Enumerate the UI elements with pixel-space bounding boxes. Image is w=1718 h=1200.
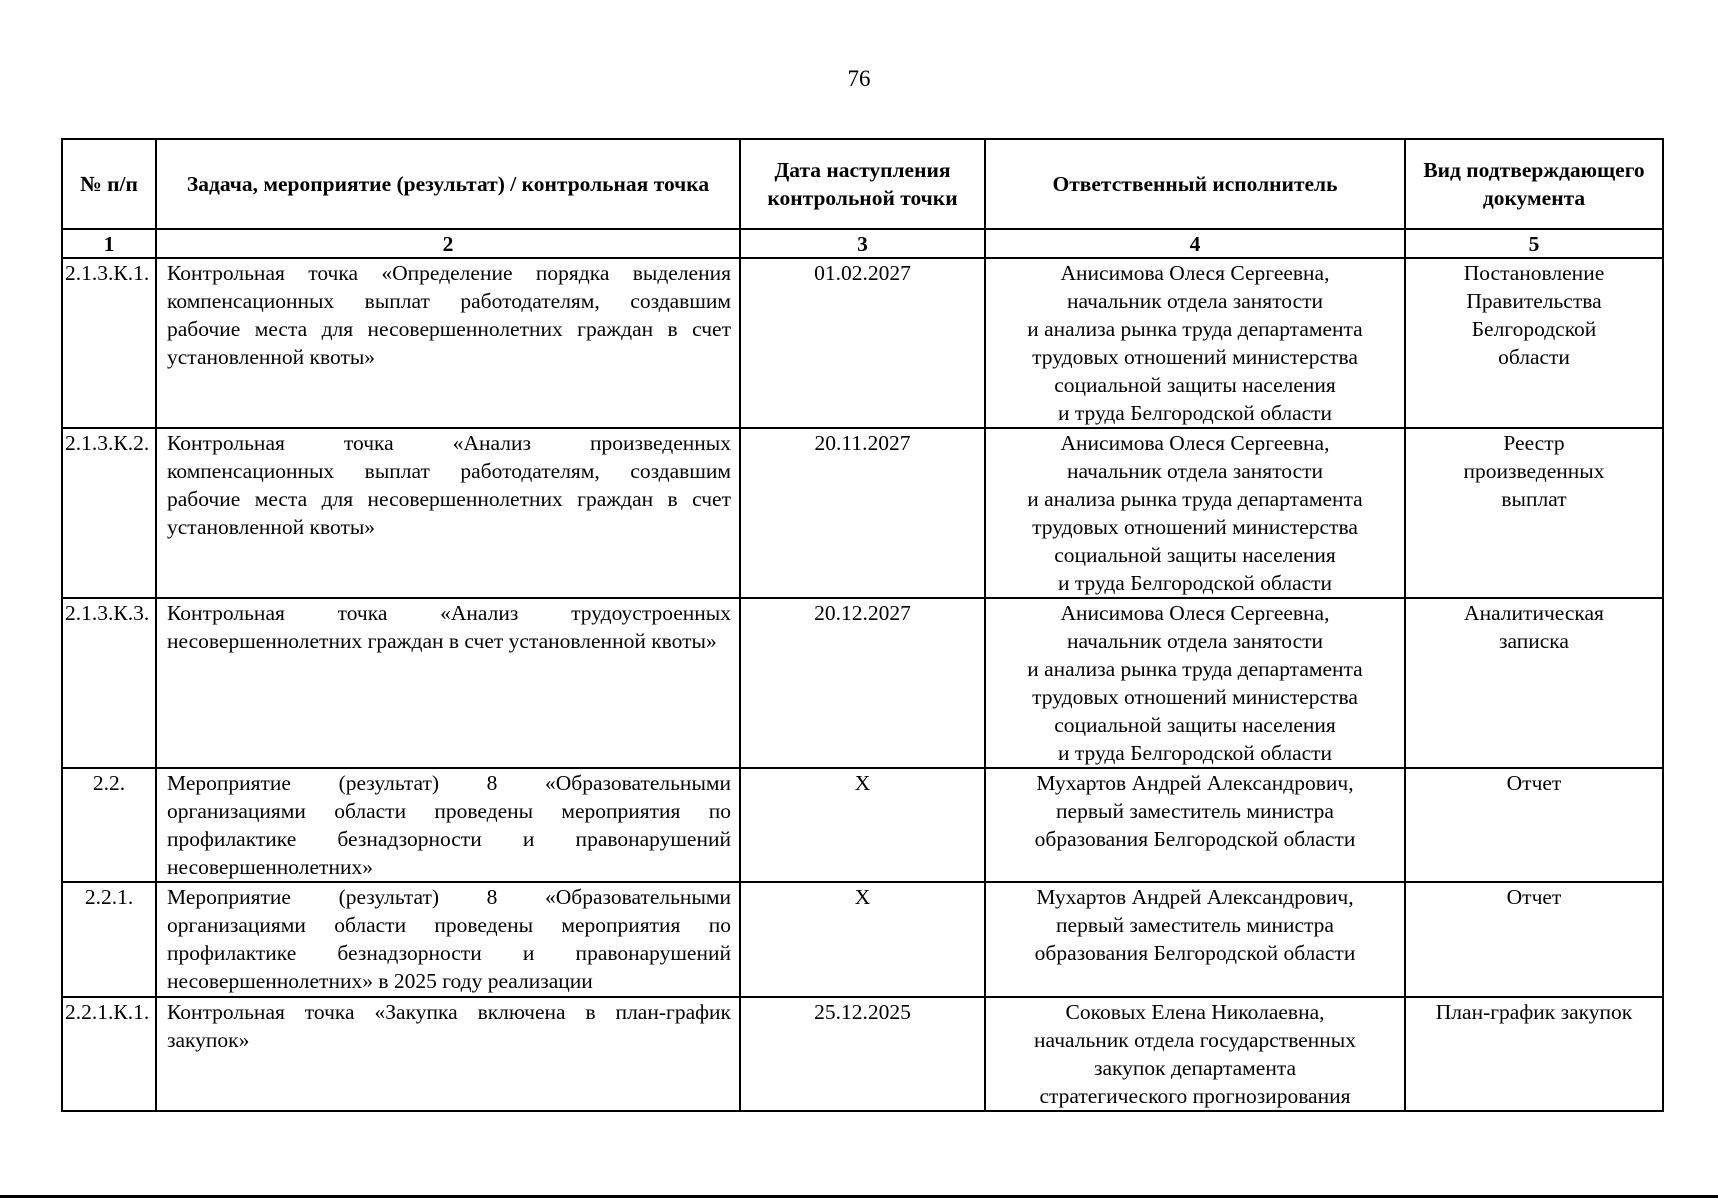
document-cell <box>1405 882 1663 997</box>
document-line: План-график закупок <box>1435 1000 1633 1024</box>
document-line: Отчет <box>1506 885 1562 909</box>
document-cell <box>1405 768 1663 882</box>
responsible-line: социальной защиты населения <box>1054 543 1336 567</box>
date-cell: 20.12.2027 <box>740 598 985 768</box>
responsible-line: и труда Белгородской области <box>1057 401 1333 425</box>
document-cell <box>1405 598 1663 768</box>
row-number: 2.2. <box>62 768 156 882</box>
document-line: записка <box>1499 629 1569 653</box>
table-row <box>62 997 1663 1111</box>
document-line: Отчет <box>1506 771 1562 795</box>
responsible-line: Анисимова Олеся Сергеевна, <box>1060 601 1330 625</box>
responsible-line: Мухартов Андрей Александрович, <box>1036 885 1354 909</box>
date-cell: 01.02.2027 <box>740 258 985 428</box>
responsible-line: трудовых отношений министерства <box>1032 345 1358 369</box>
responsible-line: начальник отдела занятости <box>1066 459 1324 483</box>
page-bottom-rule <box>0 1195 1718 1198</box>
responsible-line: закупок департамента <box>1093 1056 1297 1080</box>
page-number: 76 <box>847 66 871 91</box>
responsible-line: стратегического прогнозирования <box>1039 1084 1351 1108</box>
header-row <box>62 139 1663 229</box>
responsible-line: и анализа рынка труда департамента <box>1027 657 1363 681</box>
column-number: 4 <box>985 229 1405 258</box>
responsible-line: первый заместитель министра <box>1056 913 1334 937</box>
table-row <box>62 598 1663 768</box>
responsible-line: первый заместитель министра <box>1056 799 1334 823</box>
responsible-line: и анализа рынка труда департамента <box>1027 317 1363 341</box>
document-line: области <box>1498 345 1570 369</box>
date-cell: 25.12.2025 <box>740 997 985 1111</box>
responsible-line: Соковых Елена Николаевна, <box>1065 1000 1325 1024</box>
column-number: 1 <box>62 229 156 258</box>
date-cell: Х <box>740 882 985 997</box>
column-number: 5 <box>1405 229 1663 258</box>
responsible-line: Мухартов Андрей Александрович, <box>1036 771 1354 795</box>
document-cell <box>1405 997 1663 1111</box>
responsible-line: начальник отдела государственных <box>1034 1028 1356 1052</box>
responsible-line: и анализа рынка труда департамента <box>1027 487 1363 511</box>
task-cell: Контрольная точка «Определение порядка выделения компенсационных выплат работодателям, создавшим рабочие места для несовершеннолетних граждан в счет установленной квоты» <box>156 258 740 428</box>
responsible-cell <box>985 598 1405 768</box>
date-cell: 20.11.2027 <box>740 428 985 598</box>
table-row <box>62 258 1663 428</box>
header-responsible: Ответственный исполнитель <box>985 139 1405 229</box>
responsible-line: начальник отдела занятости <box>1066 629 1324 653</box>
document-line: Постановление <box>1463 261 1605 285</box>
document-line: выплат <box>1501 487 1567 511</box>
header-date: Дата наступления контрольной точки <box>740 139 985 229</box>
document-line: Белгородской <box>1471 317 1597 341</box>
responsible-cell <box>985 428 1405 598</box>
responsible-line: образования Белгородской области <box>1034 827 1356 851</box>
responsible-line: и труда Белгородской области <box>1057 741 1333 765</box>
responsible-cell <box>985 258 1405 428</box>
row-number: 2.1.3.К.3. <box>62 598 156 768</box>
table-row <box>62 428 1663 598</box>
document-line: Правительства <box>1466 289 1602 313</box>
responsible-line: Анисимова Олеся Сергеевна, <box>1060 261 1330 285</box>
document-cell <box>1405 428 1663 598</box>
responsible-line: трудовых отношений министерства <box>1032 685 1358 709</box>
responsible-line: социальной защиты населения <box>1054 373 1336 397</box>
document-cell <box>1405 258 1663 428</box>
header-document: Вид подтверждающего документа <box>1405 139 1663 229</box>
responsible-line: социальной защиты населения <box>1054 713 1336 737</box>
header-task: Задача, мероприятие (результат) / контрольная точка <box>156 139 740 229</box>
row-number: 2.1.3.К.1. <box>62 258 156 428</box>
task-cell: Мероприятие (результат) 8 «Образовательными организациями области проведены мероприятия по профилактике безнадзорности и правонарушений несовершеннолетних» в 2025 году реализации <box>156 882 740 997</box>
header-number: № п/п <box>62 139 156 229</box>
row-number: 2.1.3.К.2. <box>62 428 156 598</box>
responsible-cell <box>985 768 1405 882</box>
document-line: Реестр <box>1503 431 1565 455</box>
table-row <box>62 768 1663 882</box>
control-points-table <box>61 138 1664 1112</box>
column-number-row <box>62 229 1663 258</box>
task-cell: Контрольная точка «Анализ произведенных компенсационных выплат работодателям, создавшим рабочие места для несовершеннолетних граждан в счет установленной квоты» <box>156 428 740 598</box>
date-cell: Х <box>740 768 985 882</box>
row-number: 2.2.1.К.1. <box>62 997 156 1111</box>
responsible-cell <box>985 997 1405 1111</box>
responsible-line: трудовых отношений министерства <box>1032 515 1358 539</box>
row-number: 2.2.1. <box>62 882 156 997</box>
task-cell: Мероприятие (результат) 8 «Образовательными организациями области проведены мероприятия по профилактике безнадзорности и правонарушений несовершеннолетних» <box>156 768 740 882</box>
responsible-line: и труда Белгородской области <box>1057 571 1333 595</box>
task-cell: Контрольная точка «Анализ трудоустроенных несовершеннолетних граждан в счет установленной квоты» <box>156 598 740 768</box>
table-row <box>62 882 1663 997</box>
column-number: 3 <box>740 229 985 258</box>
document-line: Аналитическая <box>1464 601 1604 625</box>
responsible-cell <box>985 882 1405 997</box>
task-cell: Контрольная точка «Закупка включена в план-график закупок» <box>156 997 740 1111</box>
responsible-line: Анисимова Олеся Сергеевна, <box>1060 431 1330 455</box>
responsible-line: образования Белгородской области <box>1034 941 1356 965</box>
column-number: 2 <box>156 229 740 258</box>
responsible-line: начальник отдела занятости <box>1066 289 1324 313</box>
document-line: произведенных <box>1463 459 1605 483</box>
